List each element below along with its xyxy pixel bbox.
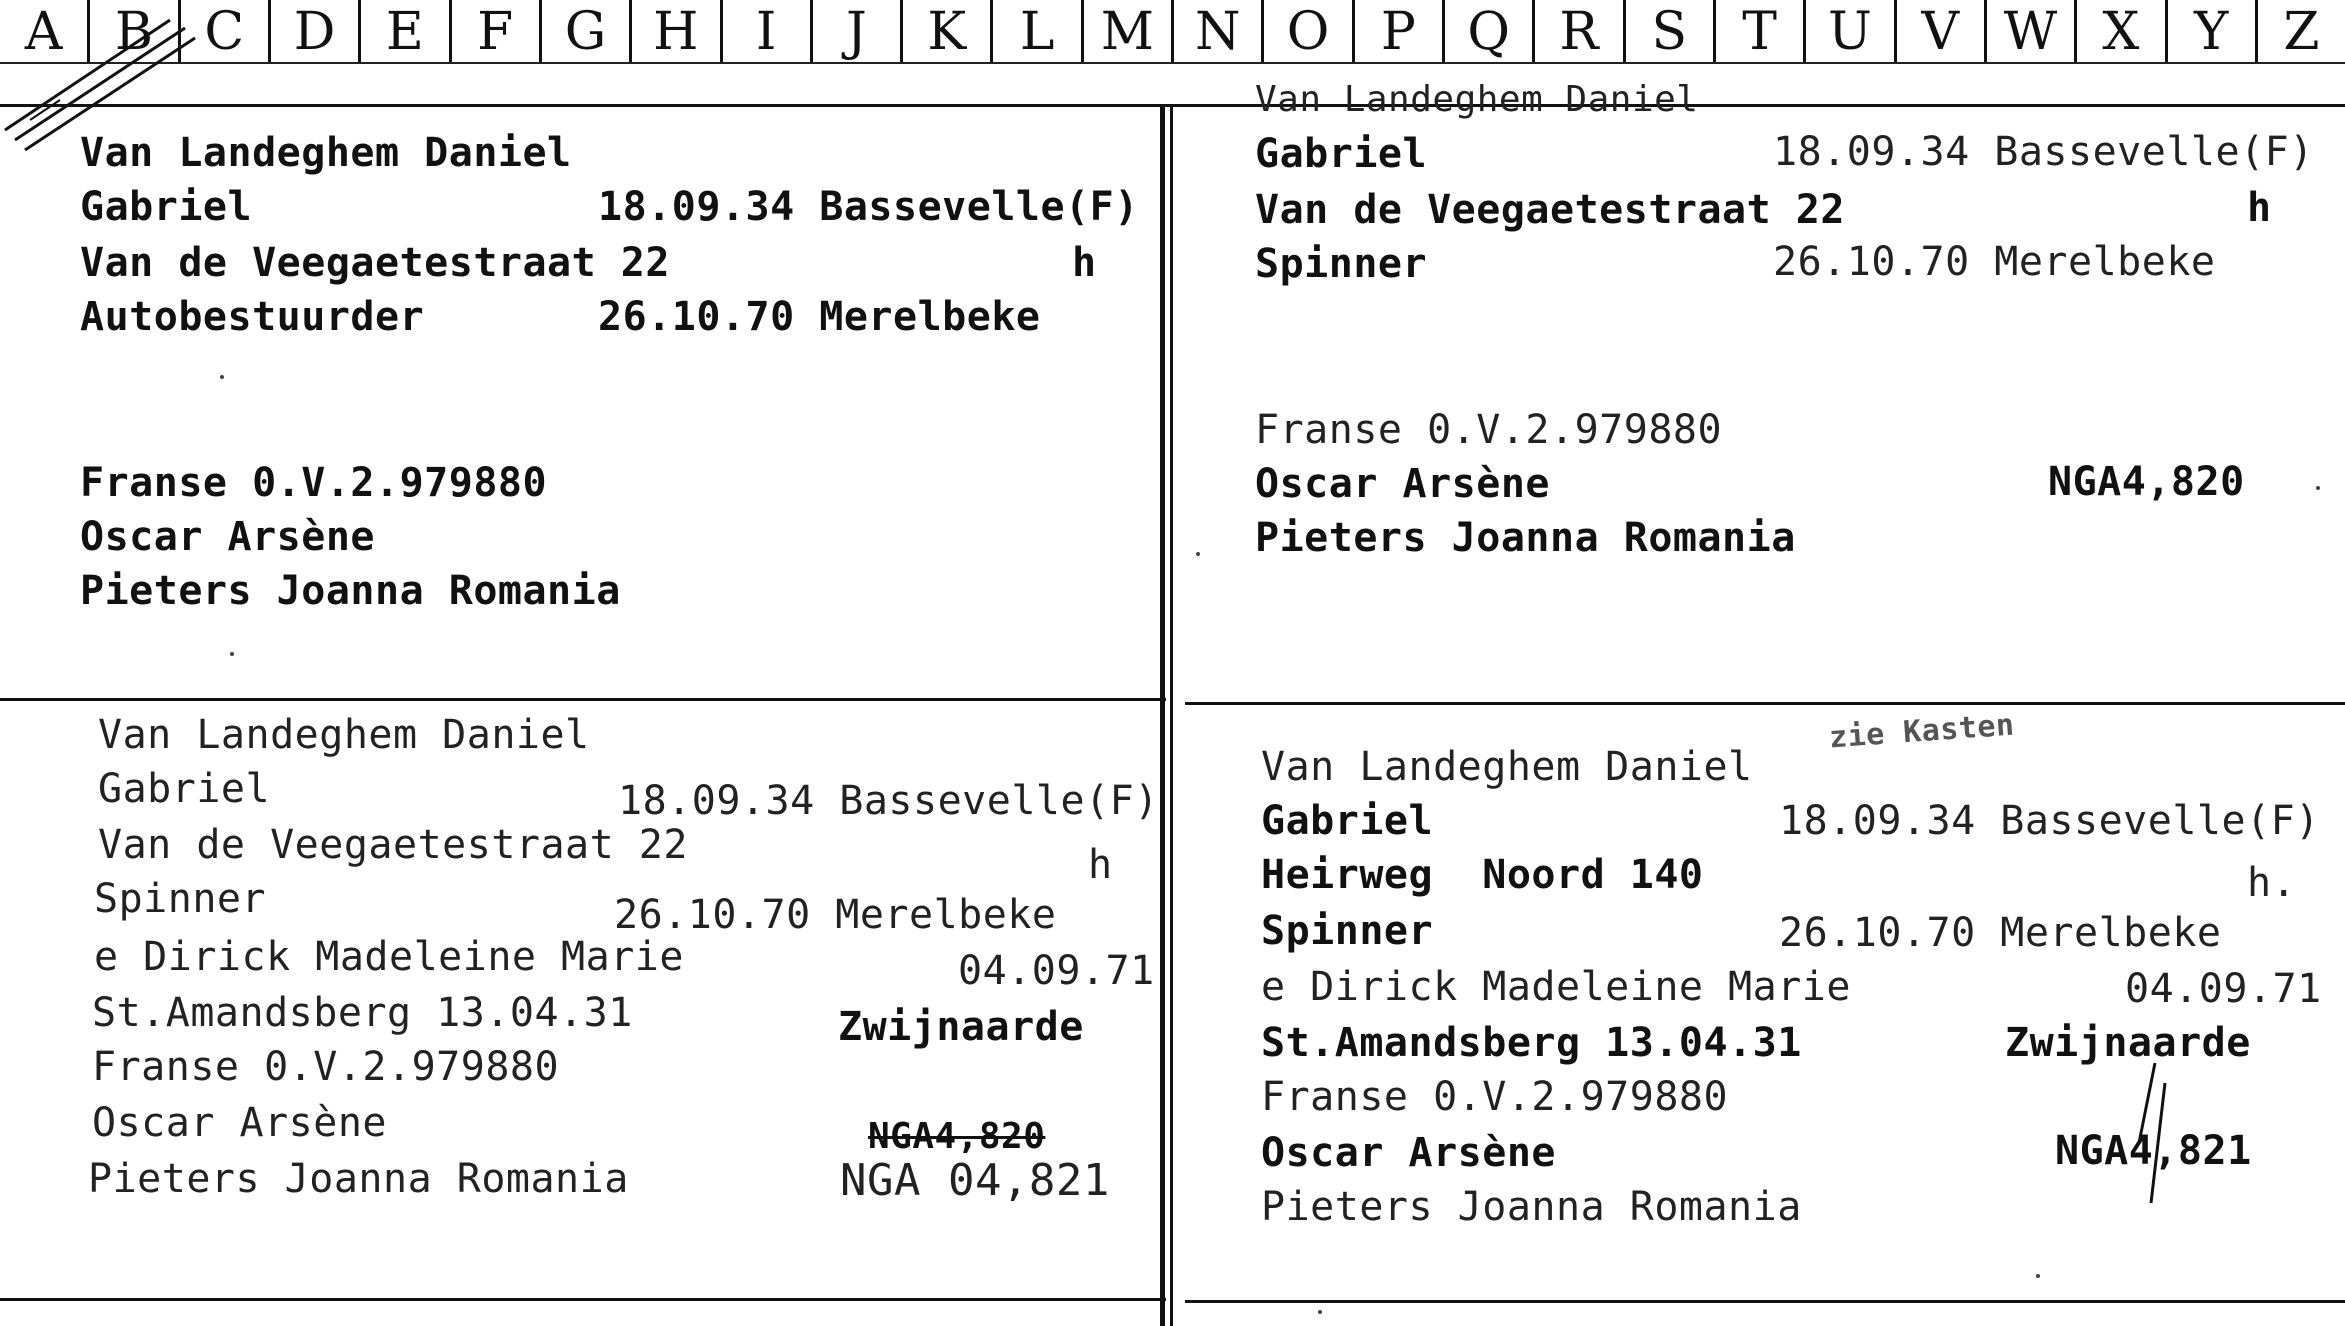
alphabet-tab-v: V	[1897, 0, 1987, 62]
status-mark: h.	[2247, 860, 2297, 906]
nationality: Franse 0.V.2.979880	[1255, 407, 1723, 453]
card-divider-bottom-left	[0, 1298, 1166, 1301]
alphabet-tab-t: T	[1716, 0, 1806, 62]
occupation: Spinner	[1261, 908, 1434, 954]
card-top-right	[1175, 70, 2345, 702]
father-name: Oscar Arsène	[1261, 1130, 1556, 1176]
residence-date: 26.10.70 Merelbeke	[598, 294, 1041, 340]
alphabet-tab-y: Y	[2168, 0, 2258, 62]
alphabet-tab-m: M	[1084, 0, 1174, 62]
birth-info: 18.09.34 Bassevelle(F)	[1779, 798, 2320, 844]
status-mark: h	[2247, 185, 2272, 231]
alphabet-tab-h: H	[632, 0, 722, 62]
card-top-left	[0, 105, 1160, 698]
archive-stamp: zie Kasten	[1827, 707, 2016, 756]
nationality: Franse 0.V.2.979880	[1261, 1074, 1729, 1120]
mother-name: Pieters Joanna Romania	[80, 568, 621, 614]
residence-date: 26.10.70 Merelbeke	[614, 892, 1057, 938]
alphabet-tab-x: X	[2077, 0, 2167, 62]
alphabet-tab-o: O	[1264, 0, 1354, 62]
address: Van de Veegaetestraat 22	[80, 240, 670, 286]
birth-info: 18.09.34 Bassevelle(F)	[598, 184, 1139, 230]
address: Van de Veegaetestraat 22	[1255, 187, 1845, 233]
paper-speck	[2036, 1274, 2040, 1278]
paper-speck	[220, 375, 224, 379]
alphabet-tab-c: C	[181, 0, 271, 62]
mother-name: Pieters Joanna Romania	[88, 1156, 629, 1202]
birth-info: 18.09.34 Bassevelle(F)	[618, 778, 1159, 824]
alphabet-tab-p: P	[1355, 0, 1445, 62]
marriage-place: Zwijnaarde	[838, 1004, 1084, 1050]
occupation: Spinner	[1255, 241, 1428, 287]
person-first-name: Gabriel	[1261, 798, 1434, 844]
alphabet-tab-k: K	[903, 0, 993, 62]
reference-number: NGA4,821	[2055, 1128, 2252, 1174]
address: Heirweg Noord 140	[1261, 852, 1704, 898]
alphabet-tab-b: B	[90, 0, 180, 62]
spouse-birth: St.Amandsberg 13.04.31	[1261, 1020, 1802, 1066]
occupation: Autobestuurder	[80, 294, 425, 340]
reference-number: NGA4,820	[2048, 459, 2245, 505]
status-mark: h	[1088, 842, 1113, 888]
mother-name: Pieters Joanna Romania	[1255, 515, 1796, 561]
marriage-date: 04.09.71	[958, 948, 1155, 994]
alphabet-tab-u: U	[1806, 0, 1896, 62]
nationality: Franse 0.V.2.979880	[92, 1044, 560, 1090]
mother-name: Pieters Joanna Romania	[1261, 1184, 1802, 1230]
father-name: Oscar Arsène	[80, 514, 375, 560]
person-name: Van Landeghem Daniel	[98, 712, 590, 758]
alphabet-tab-l: L	[993, 0, 1083, 62]
alphabet-tab-e: E	[361, 0, 451, 62]
address: Van de Veegaetestraat 22	[98, 822, 688, 868]
card-bottom-right	[1175, 703, 2345, 1300]
card-bottom-left	[0, 701, 1160, 1298]
person-name: Van Landeghem Daniel	[1255, 79, 1699, 120]
alphabet-index-bar	[0, 0, 2345, 64]
alphabet-tab-r: R	[1535, 0, 1625, 62]
alphabet-tab-s: S	[1626, 0, 1716, 62]
card-divider-vertical-right	[1170, 104, 1173, 1326]
person-first-name: Gabriel	[1255, 131, 1428, 177]
spouse-name: e Dirick Madeleine Marie	[94, 934, 684, 980]
status-mark: h	[1072, 240, 1097, 286]
father-name: Oscar Arsène	[92, 1100, 387, 1146]
alphabet-tab-q: Q	[1445, 0, 1535, 62]
nationality: Franse 0.V.2.979880	[80, 460, 548, 506]
alphabet-tab-g: G	[542, 0, 632, 62]
person-first-name: Gabriel	[80, 184, 253, 230]
alphabet-tab-z: Z	[2283, 2, 2320, 62]
paper-speck	[1318, 1310, 1322, 1314]
alphabet-tab-n: N	[1174, 0, 1264, 62]
alphabet-tab-j: J	[813, 0, 903, 62]
alphabet-tab-d: D	[271, 0, 361, 62]
card-divider-vertical-left	[1160, 104, 1165, 1326]
alphabet-tab-a: A	[0, 0, 90, 62]
paper-speck	[230, 652, 234, 656]
spouse-birth: St.Amandsberg 13.04.31	[92, 990, 633, 1036]
father-name: Oscar Arsène	[1255, 461, 1550, 507]
occupation: Spinner	[94, 876, 267, 922]
birth-info: 18.09.34 Bassevelle(F)	[1773, 129, 2314, 175]
person-first-name: Gabriel	[98, 766, 271, 812]
alphabet-tab-w: W	[1987, 0, 2077, 62]
marriage-place: Zwijnaarde	[2005, 1020, 2251, 1066]
residence-date: 26.10.70 Merelbeke	[1773, 239, 2216, 285]
alphabet-tab-f: F	[452, 0, 542, 62]
person-name: Van Landeghem Daniel	[1261, 744, 1753, 790]
old-reference-number: NGA4,820	[868, 1116, 1046, 1157]
card-divider-bottom-right	[1185, 1300, 2345, 1303]
alphabet-tab-i: I	[723, 0, 813, 62]
paper-speck	[1196, 552, 1200, 556]
paper-speck	[2316, 486, 2320, 490]
spouse-name: e Dirick Madeleine Marie	[1261, 964, 1851, 1010]
marriage-date: 04.09.71	[2125, 966, 2322, 1012]
reference-number: NGA 04,821	[840, 1155, 1110, 1206]
residence-date: 26.10.70 Merelbeke	[1779, 910, 2222, 956]
person-name: Van Landeghem Daniel	[80, 130, 572, 176]
handwritten-check-marks	[2125, 1063, 2185, 1233]
